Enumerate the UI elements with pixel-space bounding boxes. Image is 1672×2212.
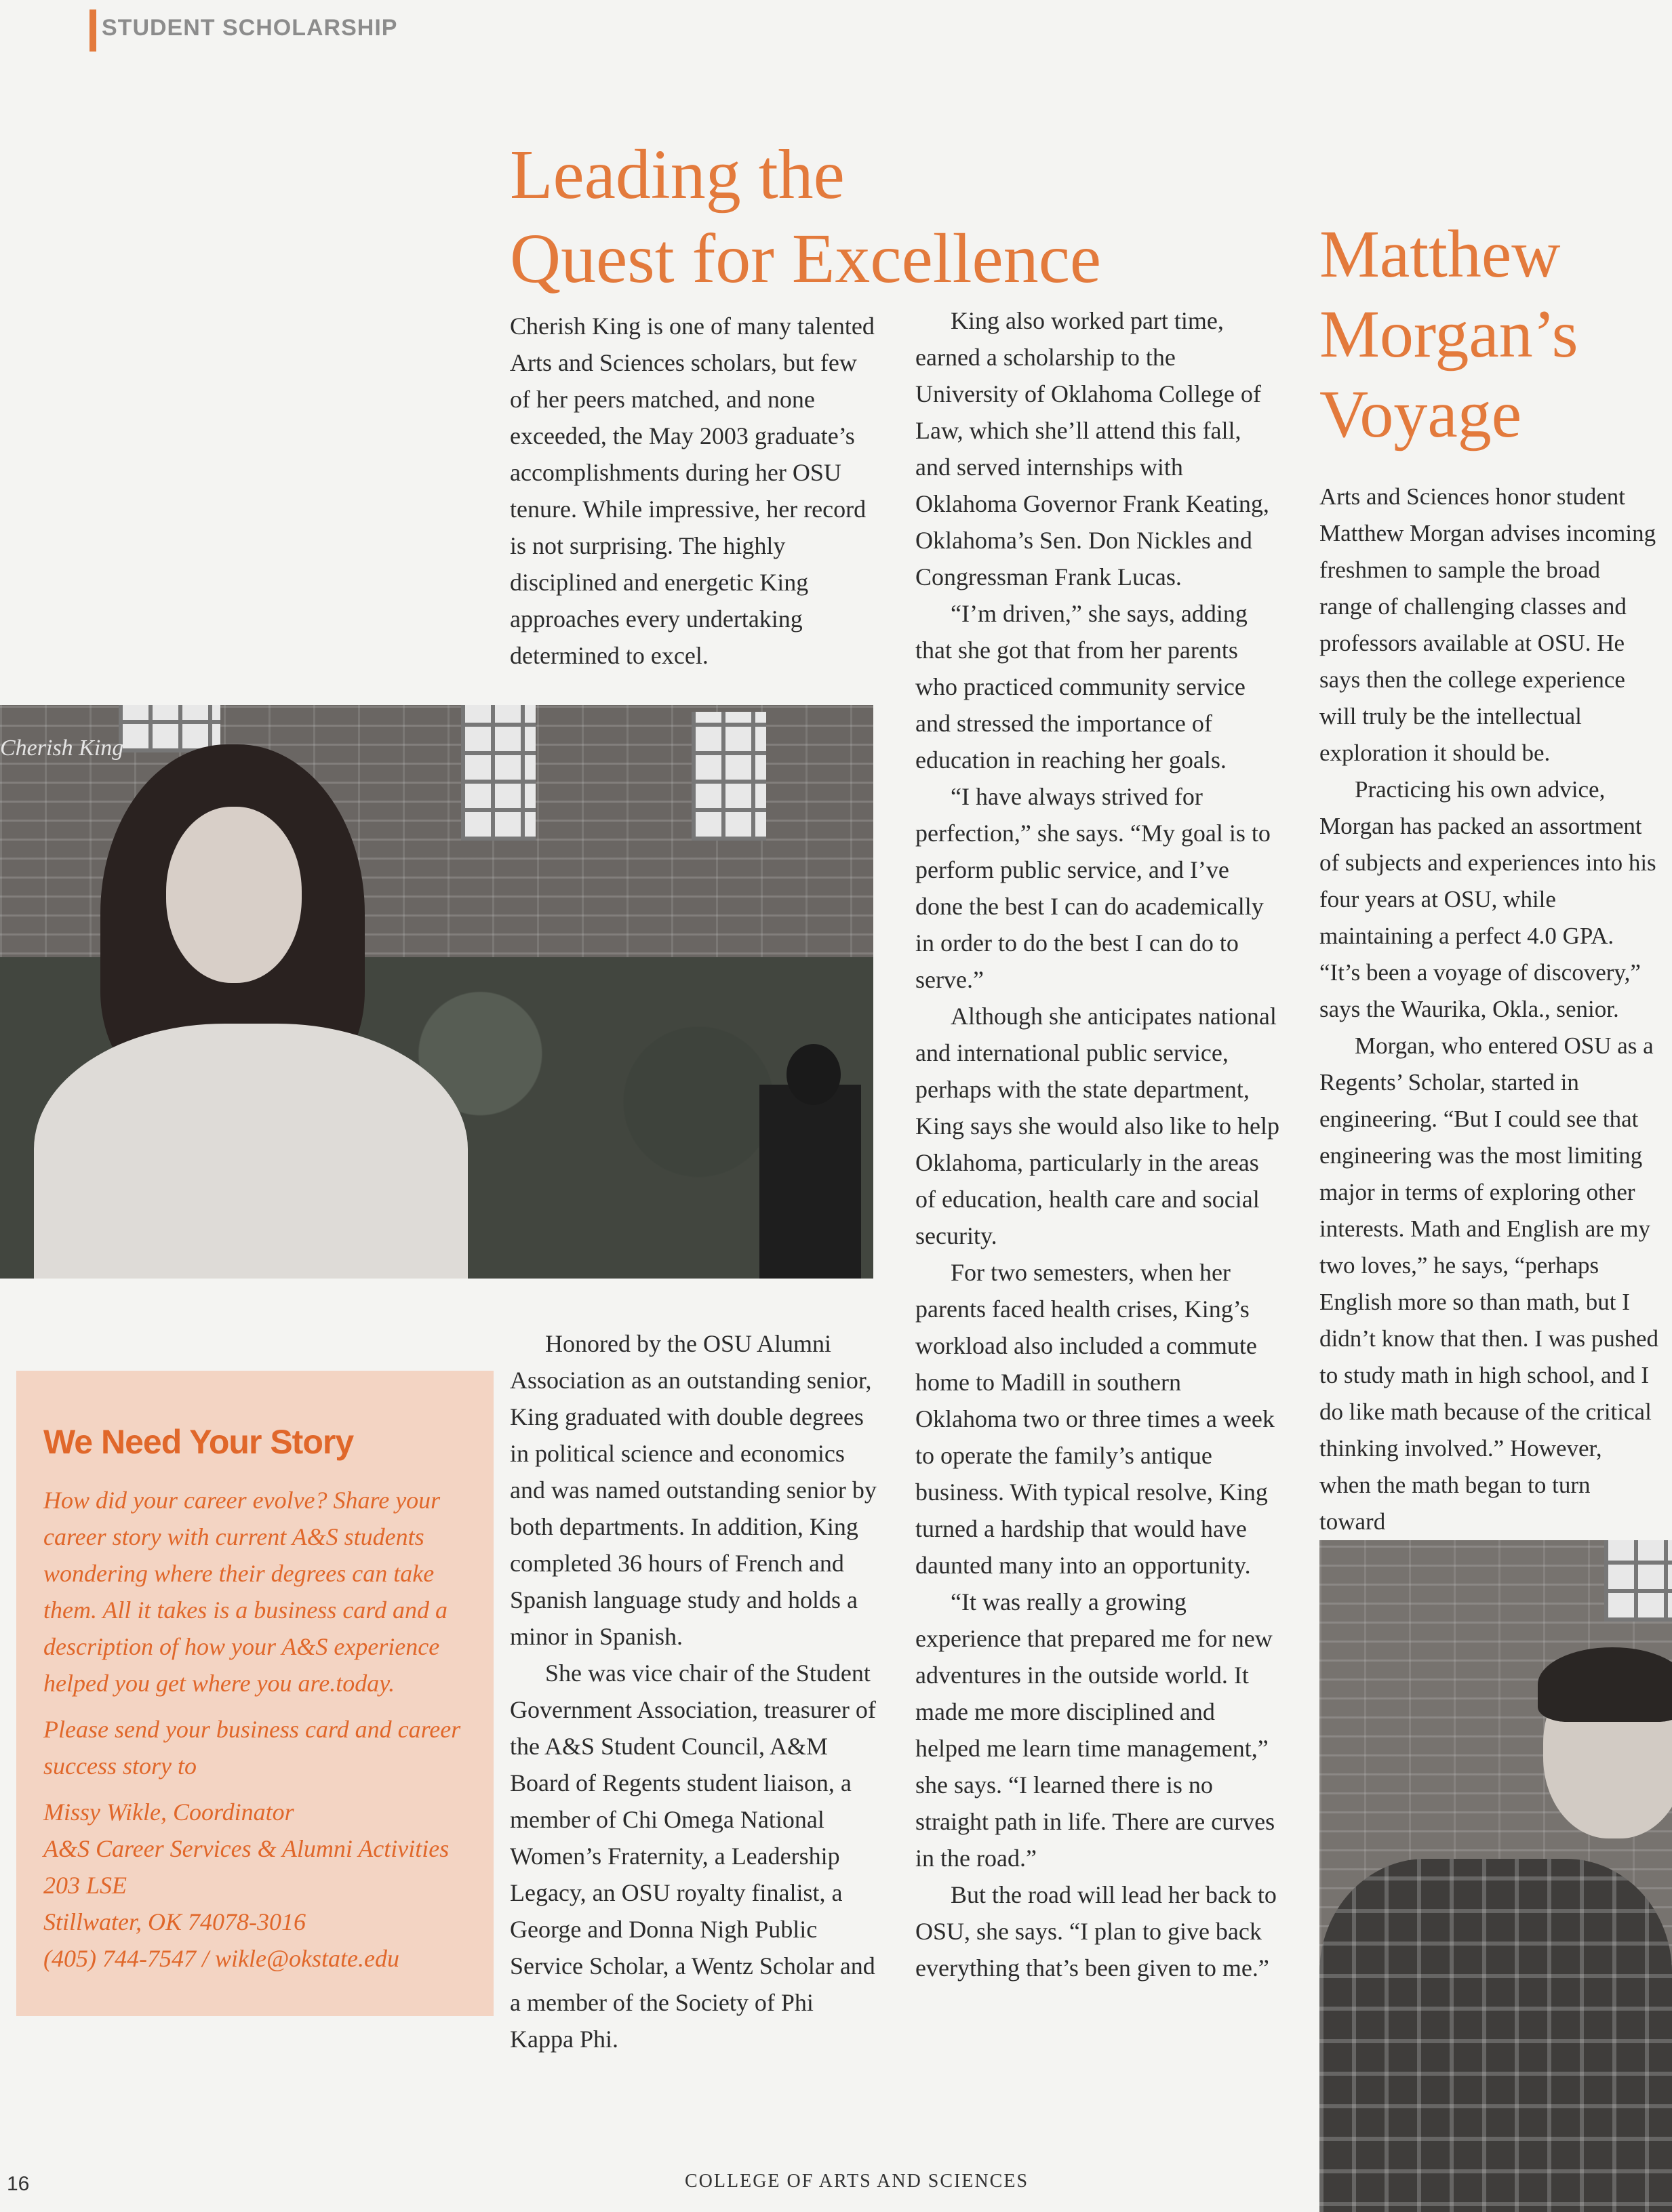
side-title-line-2: Morgan’s <box>1319 296 1578 371</box>
blouse <box>34 1024 468 1279</box>
paragraph: Although she anticipates national and international public service, perhaps with the state department, King says she would also like to help Oklahoma, particularly in the areas of education, health care and social security. <box>915 1003 1279 1249</box>
paragraph: Practicing his own advice, Morgan has packed an assortment of subjects and experiences into his four years at OSU, while maintaining a perfect 4.0 GPA. “It’s been a voyage of discovery,” says the Waurika, Okla., senior. <box>1319 776 1656 1022</box>
main-title-line-2: Quest for Excellence <box>510 220 1102 298</box>
paragraph: Honored by the OSU Alumni Association as an outstanding senior, King graduated with double degrees in political science and economics and was named outstanding senior by both departments. In addition, King completed 36 hours of French and Spanish language study and holds a minor in Spanish. <box>510 1330 877 1650</box>
paragraph: “It was really a growing experience that prepared me for new adventures in the outside world. It made me more disciplined and helped me learn time management,” she says. “I learned there is no straight path in life. There are curves in the road.” <box>915 1588 1275 1872</box>
paragraph: King also worked part time, earned a scholarship to the University of Oklahoma College of Law, which she’ll attend this fall, and served internships with Oklahoma Governor Frank Keating, Oklahoma’s Sen. Don Nickles and Congressman Frank Lucas. <box>915 307 1269 590</box>
paragraph: “I have always strived for perfection,” she says. “My goal is to perform public service, and I’ve done the best I can do academically in order to do the best I can do to serve.” <box>915 783 1271 993</box>
face <box>166 807 302 983</box>
address-line: Stillwater, OK 74078-3016 <box>43 1908 306 1935</box>
iron-post <box>759 1085 861 1279</box>
photo-caption: Cherish King <box>0 736 124 761</box>
paragraph: Arts and Sciences honor student Matthew Morgan advises incoming freshmen to sample the broad range of challenging classes and professors available at OSU. He says then the college experience will truly be the intellectual exploration it should be. <box>1319 483 1656 766</box>
hair <box>1538 1647 1672 1722</box>
we-need-your-story-box <box>16 1371 494 2016</box>
address-line: Missy Wikle, Coordinator <box>43 1798 294 1826</box>
section-label: STUDENT SCHOLARSHIP <box>102 15 398 41</box>
plaid-shirt <box>1319 1859 1672 2212</box>
window-far-left <box>119 705 220 752</box>
matthew-morgan-photo <box>1319 1540 1672 2212</box>
story-box-request: Please send your business card and career success story to <box>43 1716 461 1779</box>
window-left <box>461 705 536 841</box>
main-article-title <box>510 133 1188 301</box>
main-article-column-3 <box>915 302 1281 1986</box>
contact-line: (405) 744-7547 / wikle@okstate.edu <box>43 1945 400 1972</box>
section-accent-bar <box>89 9 96 52</box>
publication-name: COLLEGE OF ARTS AND SCIENCES <box>685 2171 1029 2192</box>
window <box>1604 1540 1672 1622</box>
page-number: 16 <box>7 2173 30 2195</box>
paragraph: Morgan, who entered OSU as a Regents’ Scholar, started in engineering. “But I could see that engineering was the most limiting major in terms of exploring other interests. Math and English are my two loves,” he says, “perhaps English more so than math, but I didn’t know that then. I was pushed to study math in high school, and I do like math because of the critical thinking involved.” However, when the math began to turn toward <box>1319 1032 1658 1535</box>
paragraph: Cherish King is one of many talented Arts and Sciences scholars, but few of her peers matched, and none exceeded, the May 2003 graduate’s accomplishments during her OSU tenure. While impressive, her record is not surprising. The highly disciplined and energetic King approaches every undertaking determined to excel. <box>510 313 875 669</box>
cherish-king-photo <box>0 705 873 1279</box>
paragraph: She was vice chair of the Student Government Association, treasurer of the A&S Student Council, A&M Board of Regents student liaison, a member of Chi Omega National Women’s Fraternity, a Leadership Legacy, an OSU royalty finalist, a George and Donna Nigh Public Service Scholar, a Wentz Scholar and a member of the Society of Phi Kappa Phi. <box>510 1660 876 2053</box>
side-title-line-3: Voyage <box>1319 376 1522 451</box>
paragraph: But the road will lead her back to OSU, she says. “I plan to give back everything that’s been given to me.” <box>915 1881 1277 1982</box>
address-line: 203 LSE <box>43 1872 127 1899</box>
main-article-column-2 <box>510 1325 881 2057</box>
side-article-title <box>1319 214 1658 454</box>
window-right <box>692 712 766 841</box>
side-article-column <box>1319 479 1658 1540</box>
paragraph: For two semesters, when her parents faced health crises, King’s workload also included a commute home to Madill in southern Oklahoma two or three times a week to operate the family’s antique business. With typical resolve, King turned a hardship that would have daunted many into an opportunity. <box>915 1259 1275 1579</box>
side-title-line-1: Matthew <box>1319 216 1561 291</box>
main-title-line-1: Leading the <box>510 136 845 214</box>
story-box-title: We Need Your Story <box>43 1423 354 1461</box>
main-article-column-1 <box>510 308 881 674</box>
paragraph: “I’m driven,” she says, adding that she got that from her parents who practiced community service and stressed the importance of education in reaching her goals. <box>915 600 1248 773</box>
address-line: A&S Career Services & Alumni Activities <box>43 1835 450 1862</box>
post-finial <box>787 1044 841 1105</box>
story-box-intro: How did your career evolve? Share your career story with current A&S students wondering where their degrees can take them. All it takes is a business card and a description of how your A&S experience helped you get where you are.today. <box>43 1487 447 1697</box>
